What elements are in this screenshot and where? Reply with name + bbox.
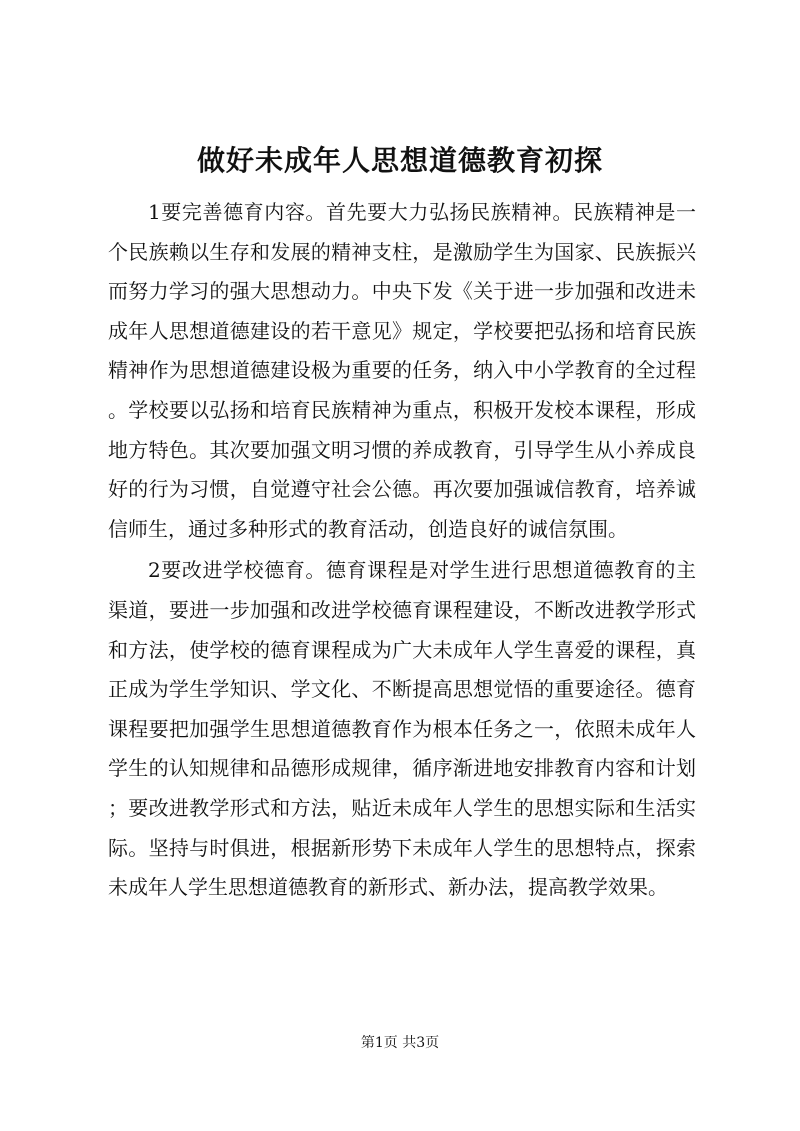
document-title: 做好未成年人思想道德教育初探 [196,144,603,177]
paragraph-2: 2要改进学校德育。德育课程是对学生进行思想道德教育的主渠道，要进一步加强和改进学校德育课程建设，不断改进教学形式和方法，使学校的德育课程成为广大未成年人学生喜爱的课程，真正成为学生学知识、学文化、不断提高思想觉悟的重要途径。德育课程要把加强学生思想道德教育作为根本任务之一，依照未成年人学生的认知规律和品德形成规律，循序渐进地安排教育内容和计划；要改进教学形式和方法，贴近未成年人学生的思想实际和生活实际。坚持与时俱进，根据新形势下未成年人学生的思想特点，探索未成年人学生思想道德教育的新形式、新办法，提高教学效果。 [108,558,696,900]
page-footer: 第1页 共3页 [360,1035,440,1051]
document-body [108,193,696,910]
paragraph-1: 1要完善德育内容。首先要大力弘扬民族精神。民族精神是一个民族赖以生存和发展的精神支柱，是激励学生为国家、民族振兴而努力学习的强大思想动力。中央下发《关于进一步加强和改进未成年人思想道德建设的若干意见》规定，学校要把弘扬和培育民族精神作为思想道德建设极为重要的任务，纳入中小学教育的全过程。学校要以弘扬和培育民族精神为重点，积极开发校本课程，形成地方特色。其次要加强文明习惯的养成教育，引导学生从小养成良好的行为习惯，自觉遵守社会公德。再次要加强诚信教育，培养诚信师生，通过多种形式的教育活动，创造良好的诚信氛围。 [108,200,696,541]
